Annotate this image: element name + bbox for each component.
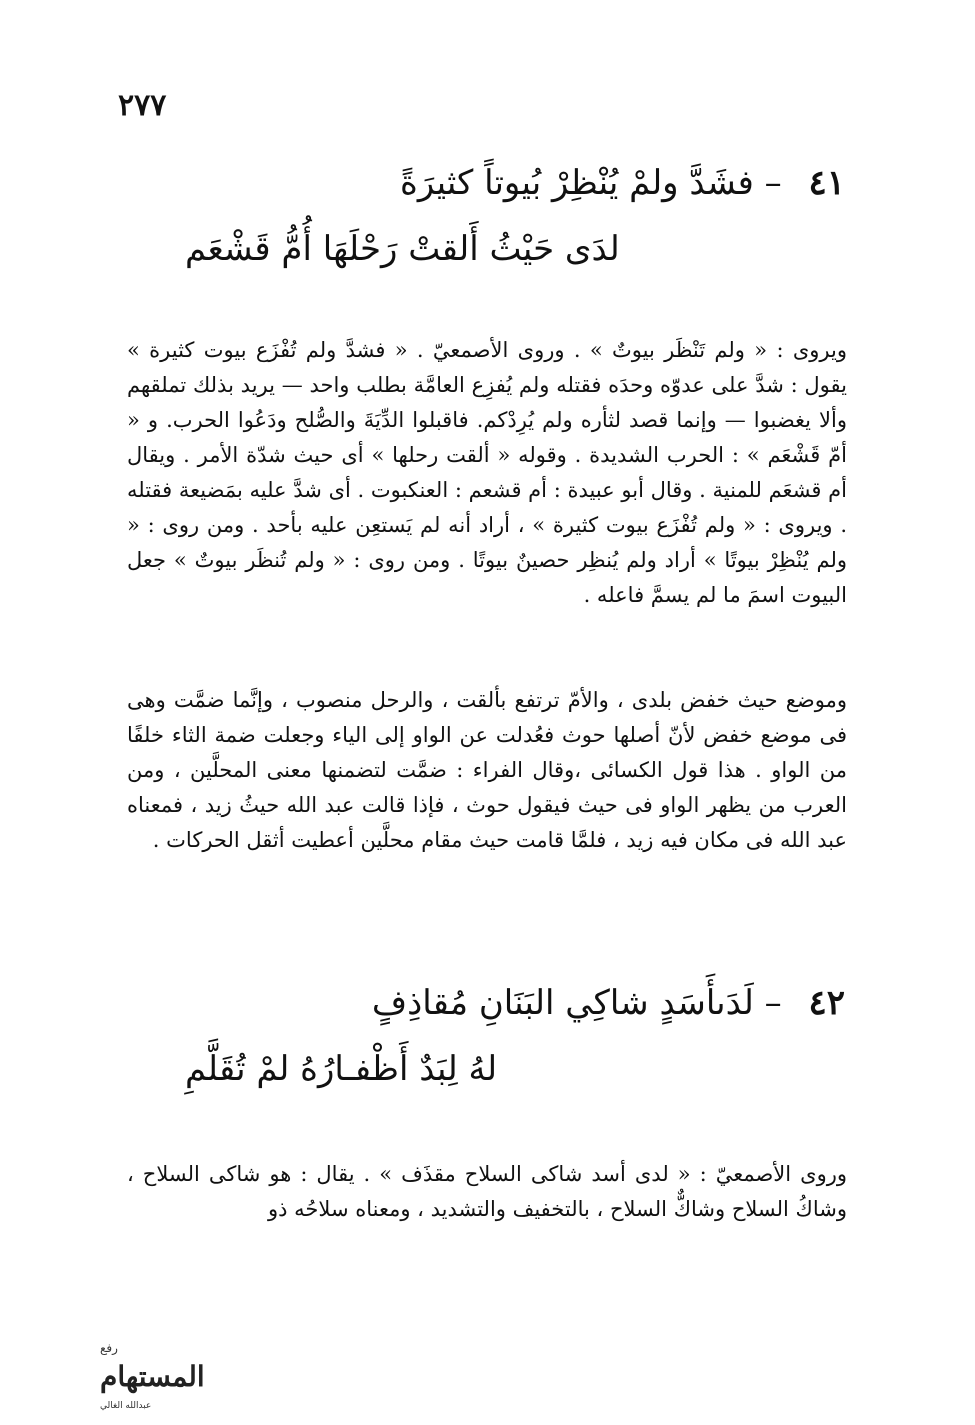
commentary-paragraph bbox=[127, 683, 847, 858]
verse-dash: – bbox=[764, 983, 782, 1023]
commentary-paragraph bbox=[127, 333, 847, 613]
verse-second-hemistich: لدَى حَيْثُ أَلقتْ رَحْلَهَا أُمُّ قَشْعَم bbox=[185, 229, 620, 269]
library-stamp-logo bbox=[8, 1338, 205, 1418]
stamp-calligraphy: المستهام bbox=[100, 1360, 205, 1393]
hemistich-text: فشَدَّ ولمْ يُنْظِرْ بُيوتاً كثيرَةً bbox=[400, 163, 754, 203]
verse-first-hemistich bbox=[125, 150, 845, 216]
verse-number: ٤٢ bbox=[808, 983, 845, 1023]
commentary-text: ويروى : « ولم تَنْظَر بيوتٌ » . وروى الأصمعيّ . « فشدَّ ولم تُفْزَع بيوت كثيرة » يقول : شدَّ على عدوّه وحدَه فقتله ولم يُفزِع العامَّة بطلب واحد — يريد بذلك تملقهم وألا يغضبوا — وإنما قصد لثأره ولم يُرِدْكم. فاقبلوا الدِّيَةَ والصُّلح ودَعُوا الحرب. و « أمّ قَشْعَم » : الحرب الشديدة . وقوله « ألقت رحلها » أى حيث شدّة الأمر . ويقال أم قشعَم للمنية . وقال أبو عبيدة : أم قشعم : العنكبوت . أى شدَّ عليه بمَضيعة فقتله . ويروى : « ولم تُفْزَع بيوت كثيرة » ، أراد أنه لم يَستعِن عليه بأحد . ومن روى : « ولم يُنْظِرْ بيوتًا » أراد ولم يُنظِر حصينٌ بيوتًا . ومن روى : « ولم تُنظَر بيوتٌ » جعل البيوت اسمَ ما لم يسمَّ فاعله . bbox=[127, 338, 847, 607]
stamp-small-text: عبدالله الغالي bbox=[100, 1401, 152, 1411]
verse-second-hemistich: لهُ لِبَدٌ أَظْفـارُهُ لمْ تُقَلَّمِ bbox=[185, 1049, 498, 1089]
verse-first-hemistich bbox=[125, 970, 845, 1036]
commentary-text: وروى الأصمعيّ : « لدى أسد شاكى السلاح مقذَف » . يقال : هو شاكى السلاح ، وشاكُ السلاح وشاكٌّ السلاح ، بالتخفيف والتشديد ، ومعناه سلاحُه ذو bbox=[127, 1162, 847, 1221]
verse-dash: – bbox=[764, 163, 782, 203]
hemistich-text: لَدَىأَسَدٍ شاكِي البَنَانِ مُقاذِفٍ bbox=[371, 983, 754, 1023]
stamp-marker: رفع bbox=[100, 1341, 118, 1355]
verse-number: ٤١ bbox=[808, 163, 845, 203]
verse-41 bbox=[125, 150, 845, 282]
page-number: ٢٧٧ bbox=[118, 88, 167, 123]
commentary-text: وموضع حيث خفض بلدى ، والأمّ ترتفع بألقت ، والرحل منصوب ، وإنَّما ضمَّت وهى فى موضع خفض لأنّ أصلها حوث فعُدلت عن الواو إلى الياء وجعلت ضمة الثاء خلفًا من الواو . هذا قول الكسائى ،وقال الفراء : ضمَّت لتضمنها معنى المحلَّين ، ومن العرب من يظهر الواو فى حيث فيقول حوث ، فإذا قالت عبد الله حيثُ زيد ، فمعناه عبد الله فى مكان فيه زيد ، فلمَّا قامت حيث مقام محلَّين أعطيت أثقل الحركات . bbox=[127, 688, 847, 852]
verse-42 bbox=[125, 970, 845, 1102]
commentary-paragraph bbox=[127, 1157, 847, 1227]
